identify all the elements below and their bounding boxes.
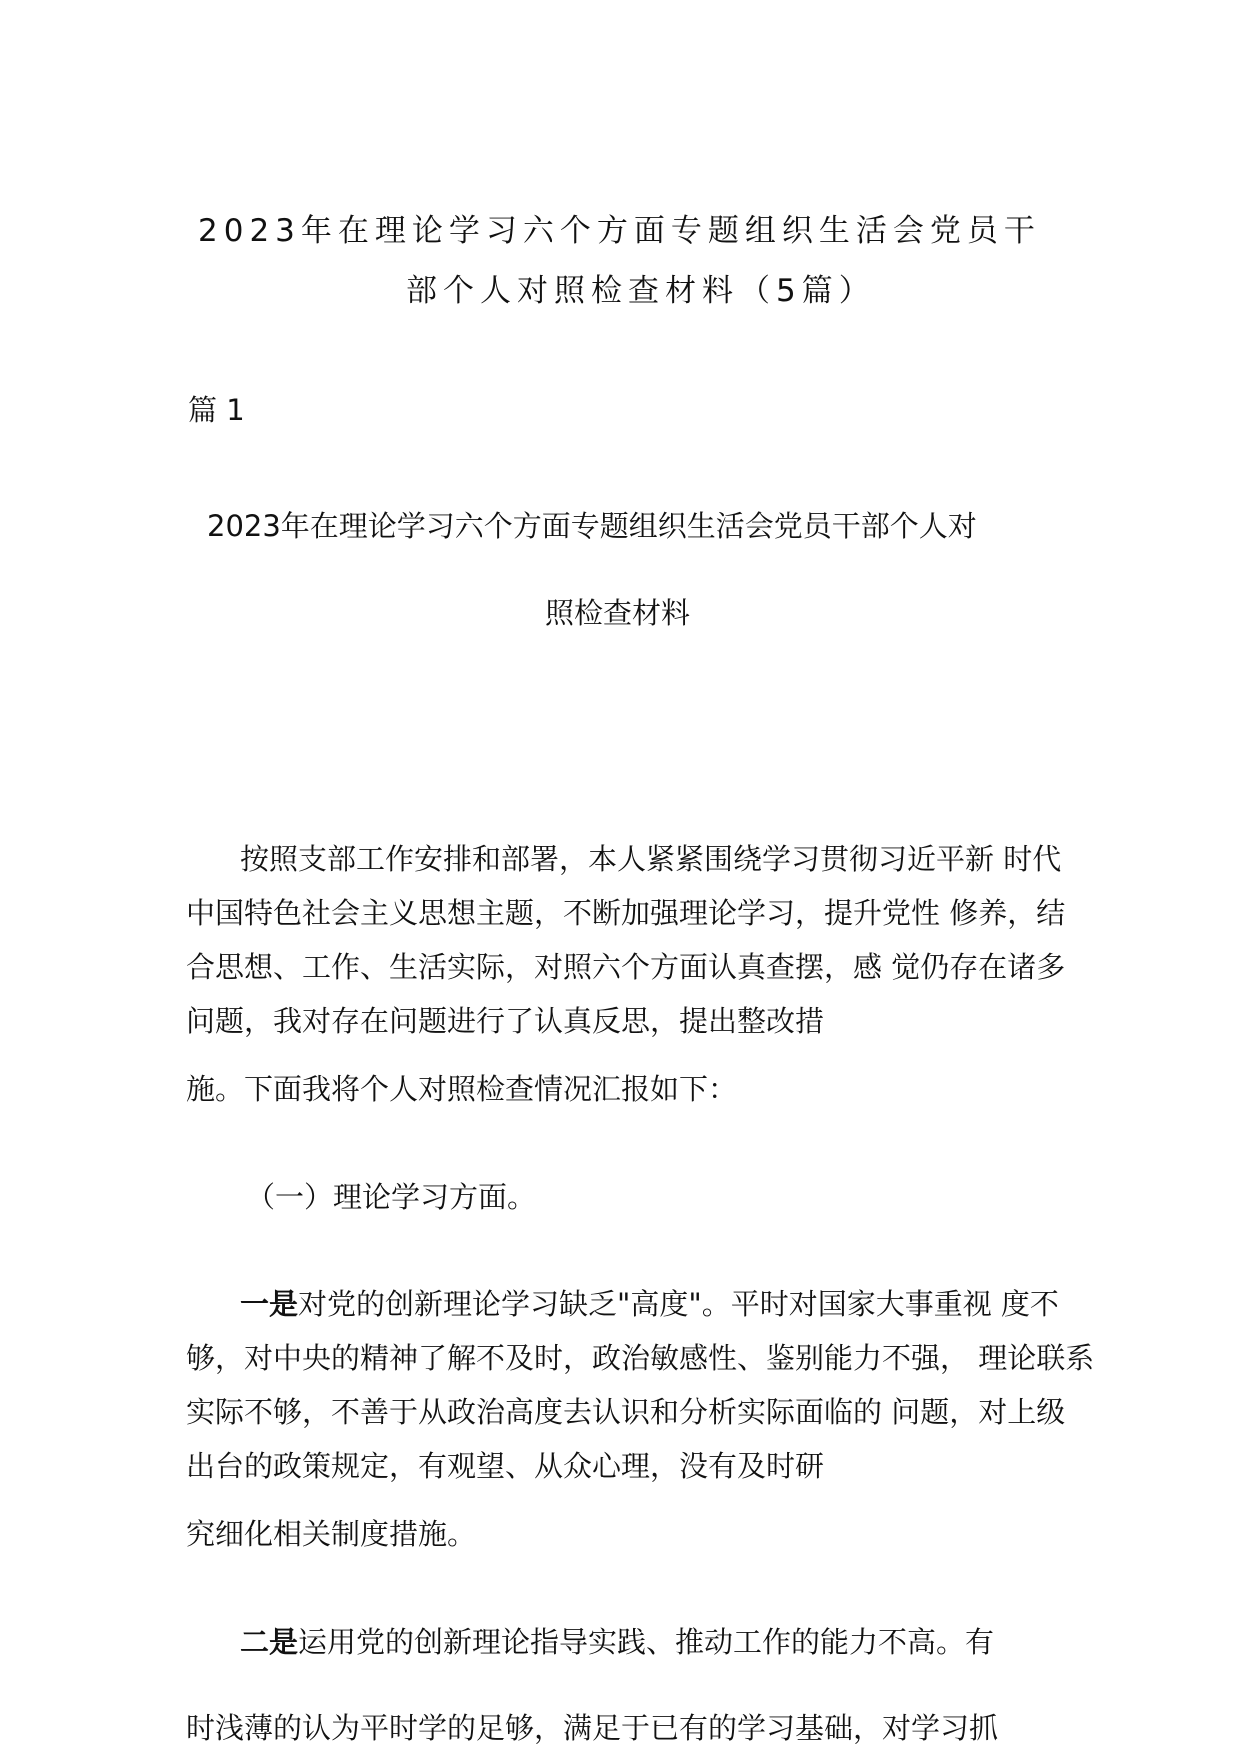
para2-line-4: 出台的政策规定，有观望、从众心理，没有及时研 [186, 1449, 825, 1483]
para2-line-5: 究细化相关制度措施。 [186, 1517, 477, 1551]
doc-title-line-1: 2023年在理论学习六个方面专题组织生活会党员干 [198, 213, 1041, 249]
para1-line-1: 按照支部工作安排和部署，本人紧紧围绕学习贯彻习近平新 时代 [240, 842, 1062, 876]
para1-line-5: 施。下面我将个人对照检查情况汇报如下： [186, 1072, 738, 1106]
subtitle-line-2: 照检查材料 [545, 596, 691, 630]
subtitle-line-1: 2023年在理论学习六个方面专题组织生活会党员干部个人对 [207, 509, 977, 543]
para2-line-1-text: 对党的创新理论学习缺乏"高度"。平时对国家大事重视 度不 [298, 1287, 1059, 1321]
para1-line-3: 合思想、工作、生活实际，对照六个方面认真查摆，感 觉仍存在诸多 [186, 950, 1066, 984]
section-label: 篇 1 [188, 393, 245, 427]
para3-line-1-text: 运用党的创新理论指导实践、推动工作的能力不高。有 [298, 1625, 995, 1659]
para2-line-3: 实际不够，不善于从政治高度去认识和分析实际面临的 问题，对上级 [186, 1395, 1066, 1429]
para1-line-4: 问题，我对存在问题进行了认真反思，提出整改措 [186, 1004, 825, 1038]
doc-title-line-2: 部个人对照检查材料（5篇） [406, 273, 876, 309]
para3-line-2: 时浅薄的认为平时学的足够，满足于已有的学习基础，对学习抓 [186, 1711, 999, 1745]
heading-theory-study: （一）理论学习方面。 [246, 1180, 537, 1214]
para3-line-1 [240, 1625, 995, 1659]
para1-line-2: 中国特色社会主义思想主题，不断加强理论学习，提升党性 修养，结 [186, 896, 1066, 930]
para2-line-1 [240, 1287, 1059, 1321]
para2-lead: 一是 [240, 1287, 299, 1321]
para2-line-2: 够，对中央的精神了解不及时，政治敏感性、鉴别能力不强， 理论联系 [186, 1341, 1095, 1375]
para3-lead: 二是 [240, 1625, 299, 1659]
